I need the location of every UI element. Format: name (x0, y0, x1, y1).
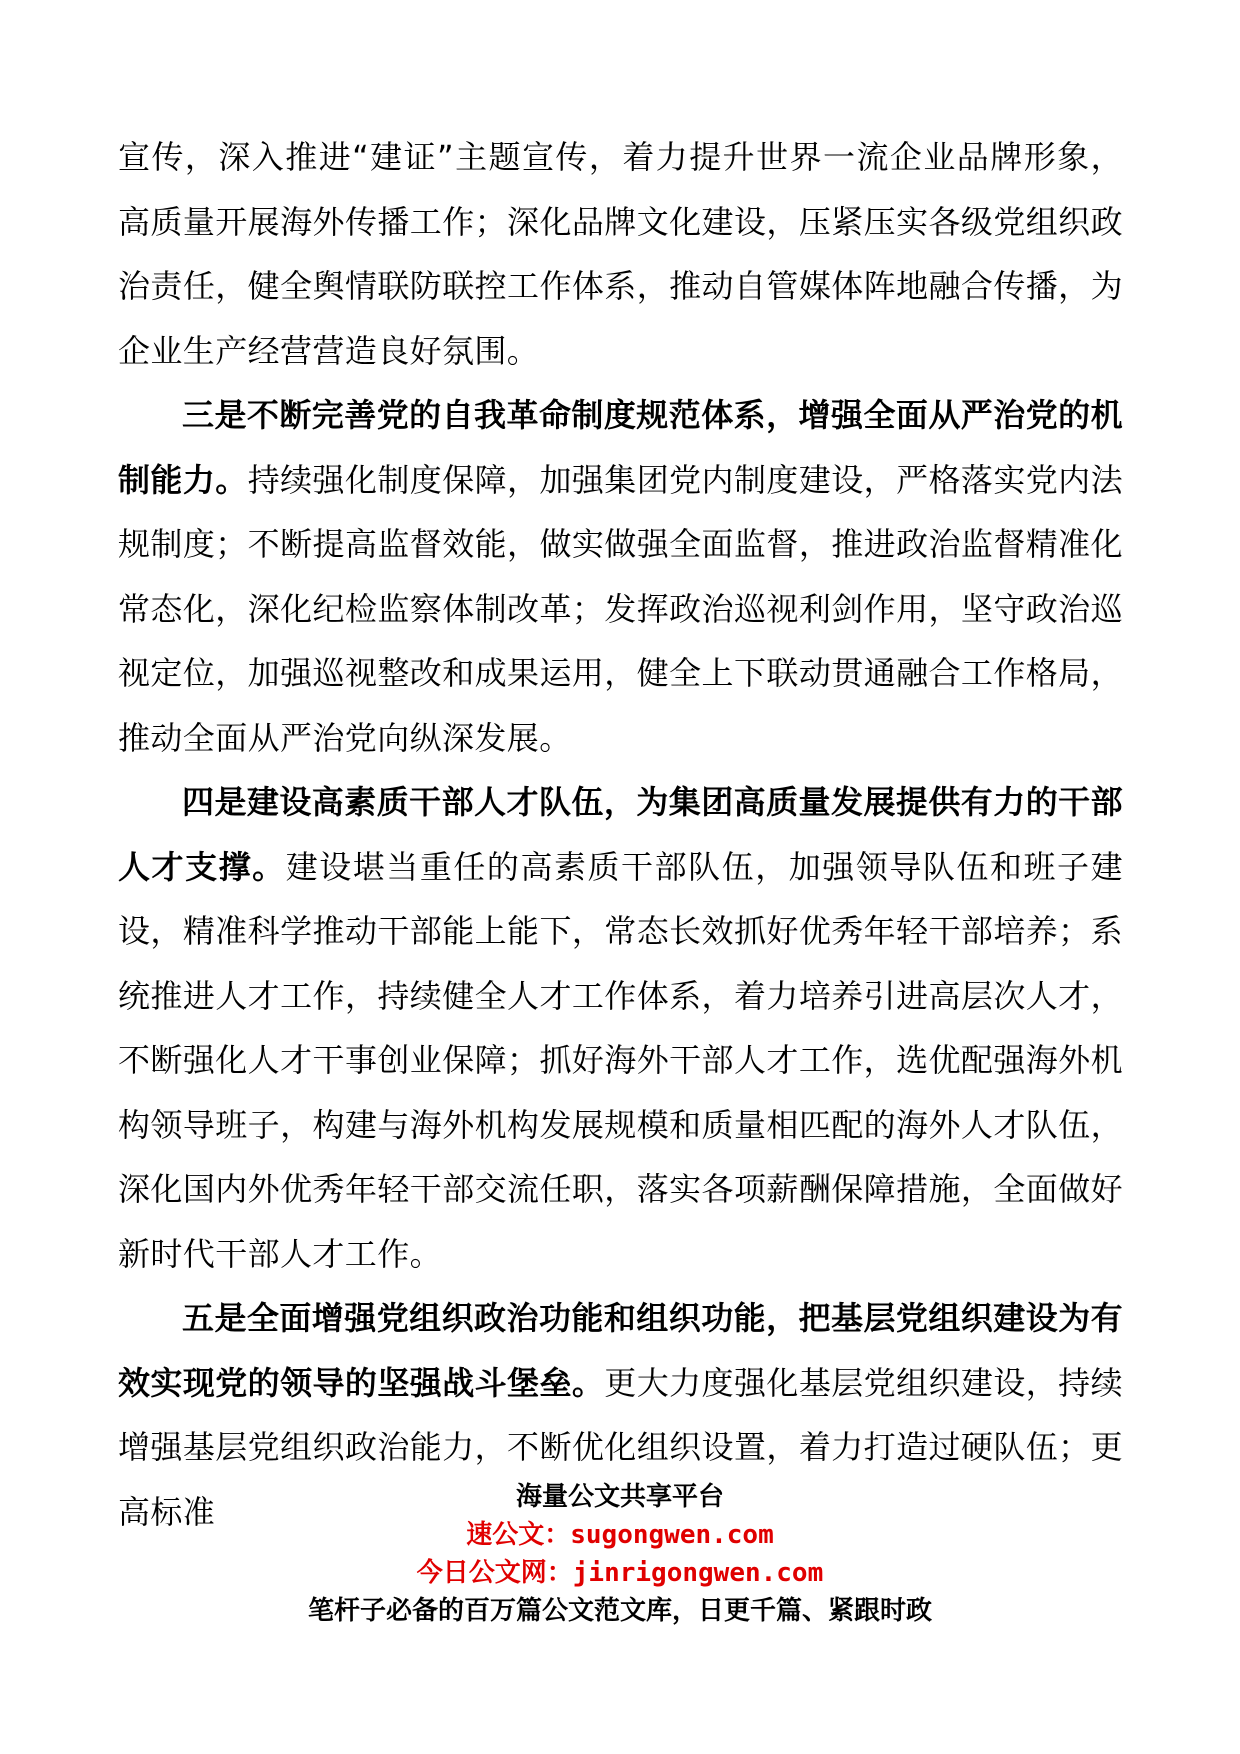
paragraph-continuation (118, 125, 1123, 383)
paragraph-lead: 四是建设高素质干部人才队伍，为集团高质量发展提供有力的干部人才支撑。 (118, 783, 1123, 886)
footer-site-1-label: 速公文： (466, 1520, 571, 1550)
footer-site-1-link[interactable]: sugongwen.com (570, 1520, 774, 1550)
paragraph-text: 宣传，深入推进“建证”主题宣传，着力提升世界一流企业品牌形象，高质量开展海外传播工作；深化品牌文化建设，压紧压实各级党组织政治责任，健全舆情联防联控工作体系，推动自管媒体阵地融合传播，为企业生产经营营造良好氛围。 (118, 138, 1123, 370)
footer-platform-title: 海量公文共享平台 (515, 1482, 724, 1512)
footer-site-2-link[interactable]: jinrigongwen.com (572, 1558, 824, 1588)
paragraph-text: 持续强化制度保障，加强集团党内制度建设，严格落实党内法规制度；不断提高监督效能，做实做强全面监督，推进政治监督精准化常态化，深化纪检监察体制改革；发挥政治巡视利剑作用，坚守政治巡视定位，加强巡视整改和成果运用，健全上下联动贯通融合工作格局，推动全面从严治党向纵深发展。 (118, 460, 1123, 757)
paragraph-text: 更大力度强化基层党组织建设，持续增强基层党组织政治能力，不断优化组织设置，着力打造过硬队伍；更高标准 (118, 1363, 1123, 1531)
paragraph-point-four (118, 770, 1123, 1286)
footer-banner (0, 1478, 1240, 1630)
paragraph-lead: 三是不断完善党的自我革命制度规范体系，增强全面从严治党的机制能力。 (118, 396, 1123, 499)
footer-site-2-label: 今日公文网： (416, 1558, 573, 1588)
document-body (118, 125, 1123, 1544)
footer-site-2 (0, 1554, 1240, 1592)
paragraph-lead: 五是全面增强党组织政治功能和组织功能，把基层党组织建设为有效实现党的领导的坚强战斗堡垒。 (118, 1299, 1123, 1402)
footer-site-1 (0, 1516, 1240, 1554)
paragraph-point-three (118, 383, 1123, 770)
footer-slogan: 笔杆子必备的百万篇公文范文库，日更千篇、紧跟时政 (307, 1596, 932, 1626)
paragraph-text: 建设堪当重任的高素质干部队伍，加强领导队伍和班子建设，精准科学推动干部能上能下，常态长效抓好优秀年轻干部培养；系统推进人才工作，持续健全人才工作体系，着力培养引进高层次人才，不断强化人才干事创业保障；抓好海外干部人才工作，选优配强海外机构领导班子，构建与海外机构发展规模和质量相匹配的海外人才队伍，深化国内外优秀年轻干部交流任职，落实各项薪酬保障措施，全面做好新时代干部人才工作。 (118, 847, 1123, 1273)
